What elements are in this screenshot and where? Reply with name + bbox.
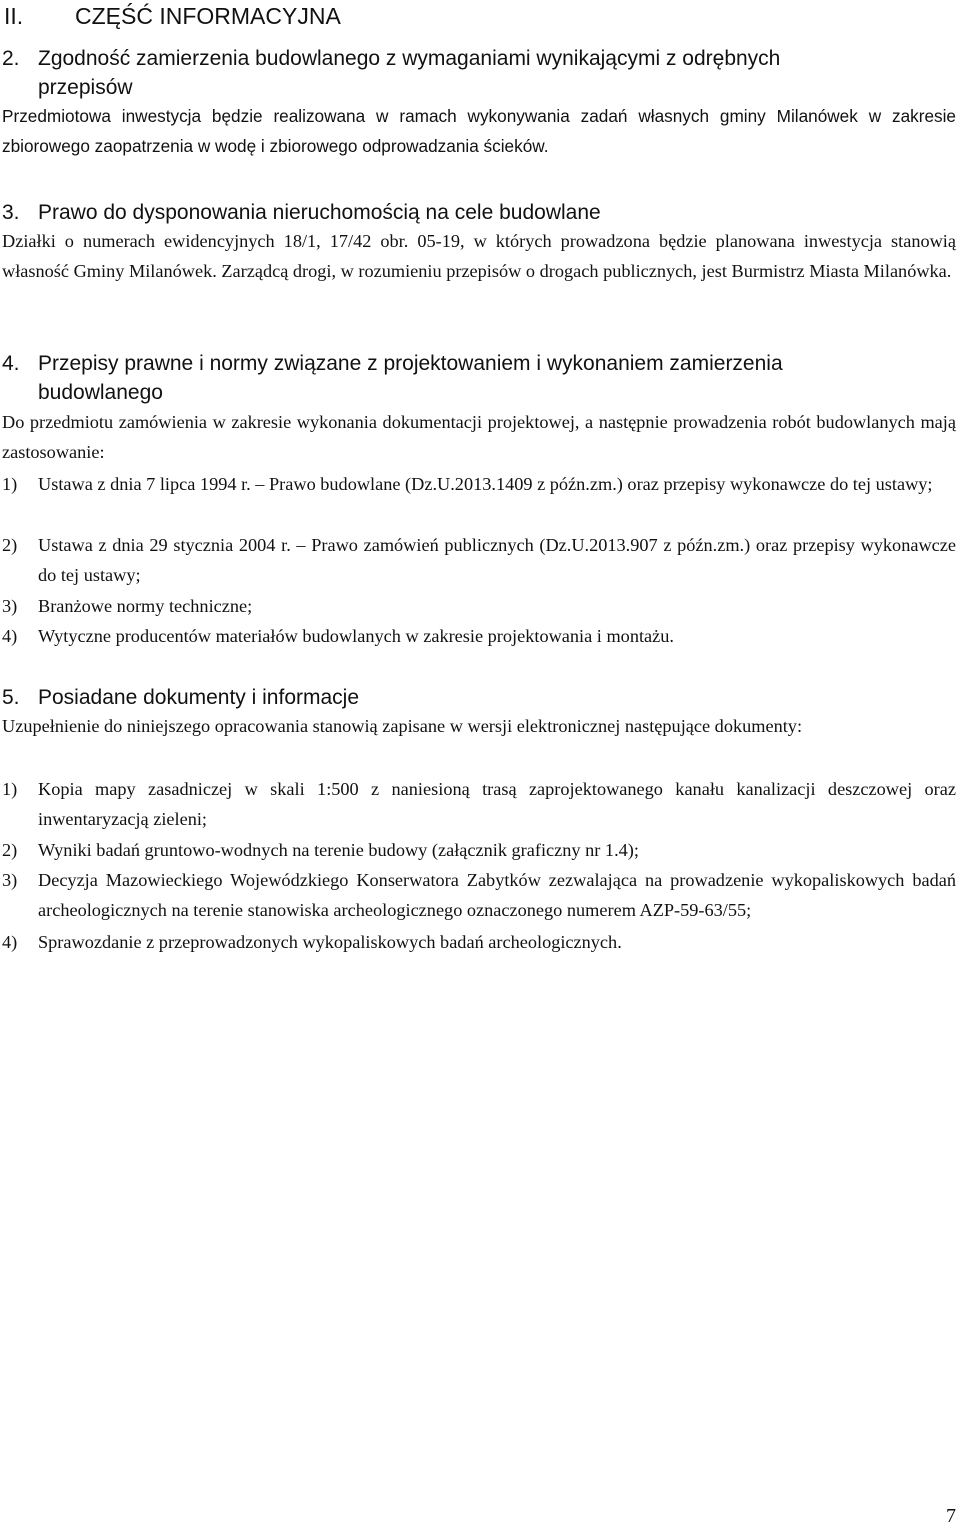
list-item-text: Ustawa z dnia 7 lipca 1994 r. – Prawo budowlane (Dz.U.2013.1409 z późn.zm.) oraz przepisy wykonawcze do tej ustawy;: [38, 474, 933, 494]
list-item-text: Ustawa z dnia 29 stycznia 2004 r. – Prawo zamówień publicznych (Dz.U.2013.907 z późn.zm.) oraz przepisy wykonawcze do tej ustawy;: [38, 535, 956, 585]
list-item-number: 1): [2, 779, 18, 799]
list-item-text: Branżowe normy techniczne;: [38, 596, 253, 616]
section-2-title-line1: Zgodność zamierzenia budowlanego z wymaganiami wynikającymi z odrębnych: [38, 47, 781, 70]
section-4-list-item: [2, 469, 956, 499]
section-4-title-line1: Przepisy prawne i normy związane z projektowaniem i wykonaniem zamierzenia: [38, 352, 783, 375]
section-4-number: 4.: [2, 352, 20, 375]
list-item-number: 4): [2, 626, 18, 646]
section-4-list-item: [2, 530, 956, 590]
section-5-intro: Uzupełnienie do niniejszego opracowania stanowią zapisane w wersji elektronicznej następujące dokumenty:: [2, 716, 803, 736]
part-number: II.: [4, 3, 24, 29]
section-5-list-item: [2, 835, 956, 865]
section-2-number: 2.: [2, 47, 20, 70]
section-2-heading: [2, 44, 780, 102]
part-title: CZĘŚĆ INFORMACYJNA: [75, 3, 341, 29]
section-4-title-line2: budowlanego: [38, 381, 163, 404]
list-item-text: Kopia mapy zasadniczej w skali 1:500 z naniesioną trasą zaprojektowanego kanału kanalizacji deszczowej oraz inwentaryzacją zieleni;: [38, 779, 956, 829]
list-item-text: Wytyczne producentów materiałów budowlanych w zakresie projektowania i montażu.: [38, 626, 674, 646]
section-3-body-part2: 05-19, w których prowadzona będzie planowana inwestycja stanowią własność Gminy Milanówek. Zarządcą drogi, w rozumieniu przepisów o drogach publicznych, jest Burmistrz Miasta Milanówka.: [2, 231, 957, 281]
page-number: 7: [946, 1505, 956, 1527]
section-4-list-item: [2, 621, 956, 651]
section-4-intro: Do przedmiotu zamówienia w zakresie wykonania dokumentacji projektowej, a następnie prowadzenia robót budowlanych mają zastosowanie:: [2, 412, 956, 462]
list-item-number: 3): [2, 870, 18, 890]
section-3-title: Prawo do dysponowania nieruchomością na cele budowlane: [38, 201, 601, 224]
list-item-number: 4): [2, 932, 18, 952]
list-item-text: Decyzja Mazowieckiego Wojewódzkiego Konserwatora Zabytków zezwalająca na prowadzenie wykopaliskowych badań archeologicznych na terenie stanowiska archeologicznego oznaczonego numerem AZP-59-63/55;: [38, 870, 956, 920]
list-item-text: Sprawozdanie z przeprowadzonych wykopaliskowych badań archeologicznych.: [38, 932, 622, 952]
list-item-number: 3): [2, 596, 18, 616]
section-5-list-item: [2, 865, 956, 925]
section-5-title: Posiadane dokumenty i informacje: [38, 686, 360, 709]
list-item-number: 1): [2, 474, 18, 494]
section-3-number: 3.: [2, 201, 20, 224]
section-2-body: Przedmiotowa inwestycja będzie realizowana w ramach wykonywania zadań własnych gminy Milanówek w zakresie zbiorowego zaopatrzenia w wodę i zbiorowego odprowadzania ścieków.: [2, 106, 956, 156]
section-2-title-line2: przepisów: [38, 76, 133, 99]
section-3-body: [2, 226, 956, 286]
section-5-number: 5.: [2, 686, 20, 709]
section-3-body-part1: Działki o numerach ewidencyjnych 18/1, 17/42 obr.: [2, 231, 409, 251]
section-4-heading: [2, 349, 783, 407]
list-item-number: 2): [2, 840, 18, 860]
part-heading: [4, 2, 341, 30]
section-5-list-item: [2, 774, 956, 834]
section-5-list-item: [2, 927, 956, 957]
section-4-list-item: [2, 591, 956, 621]
list-item-number: 2): [2, 535, 18, 555]
section-5-heading: [2, 683, 359, 712]
list-item-text: Wyniki badań gruntowo-wodnych na terenie budowy (załącznik graficzny nr 1.4);: [38, 840, 639, 860]
section-3-heading: [2, 198, 601, 227]
